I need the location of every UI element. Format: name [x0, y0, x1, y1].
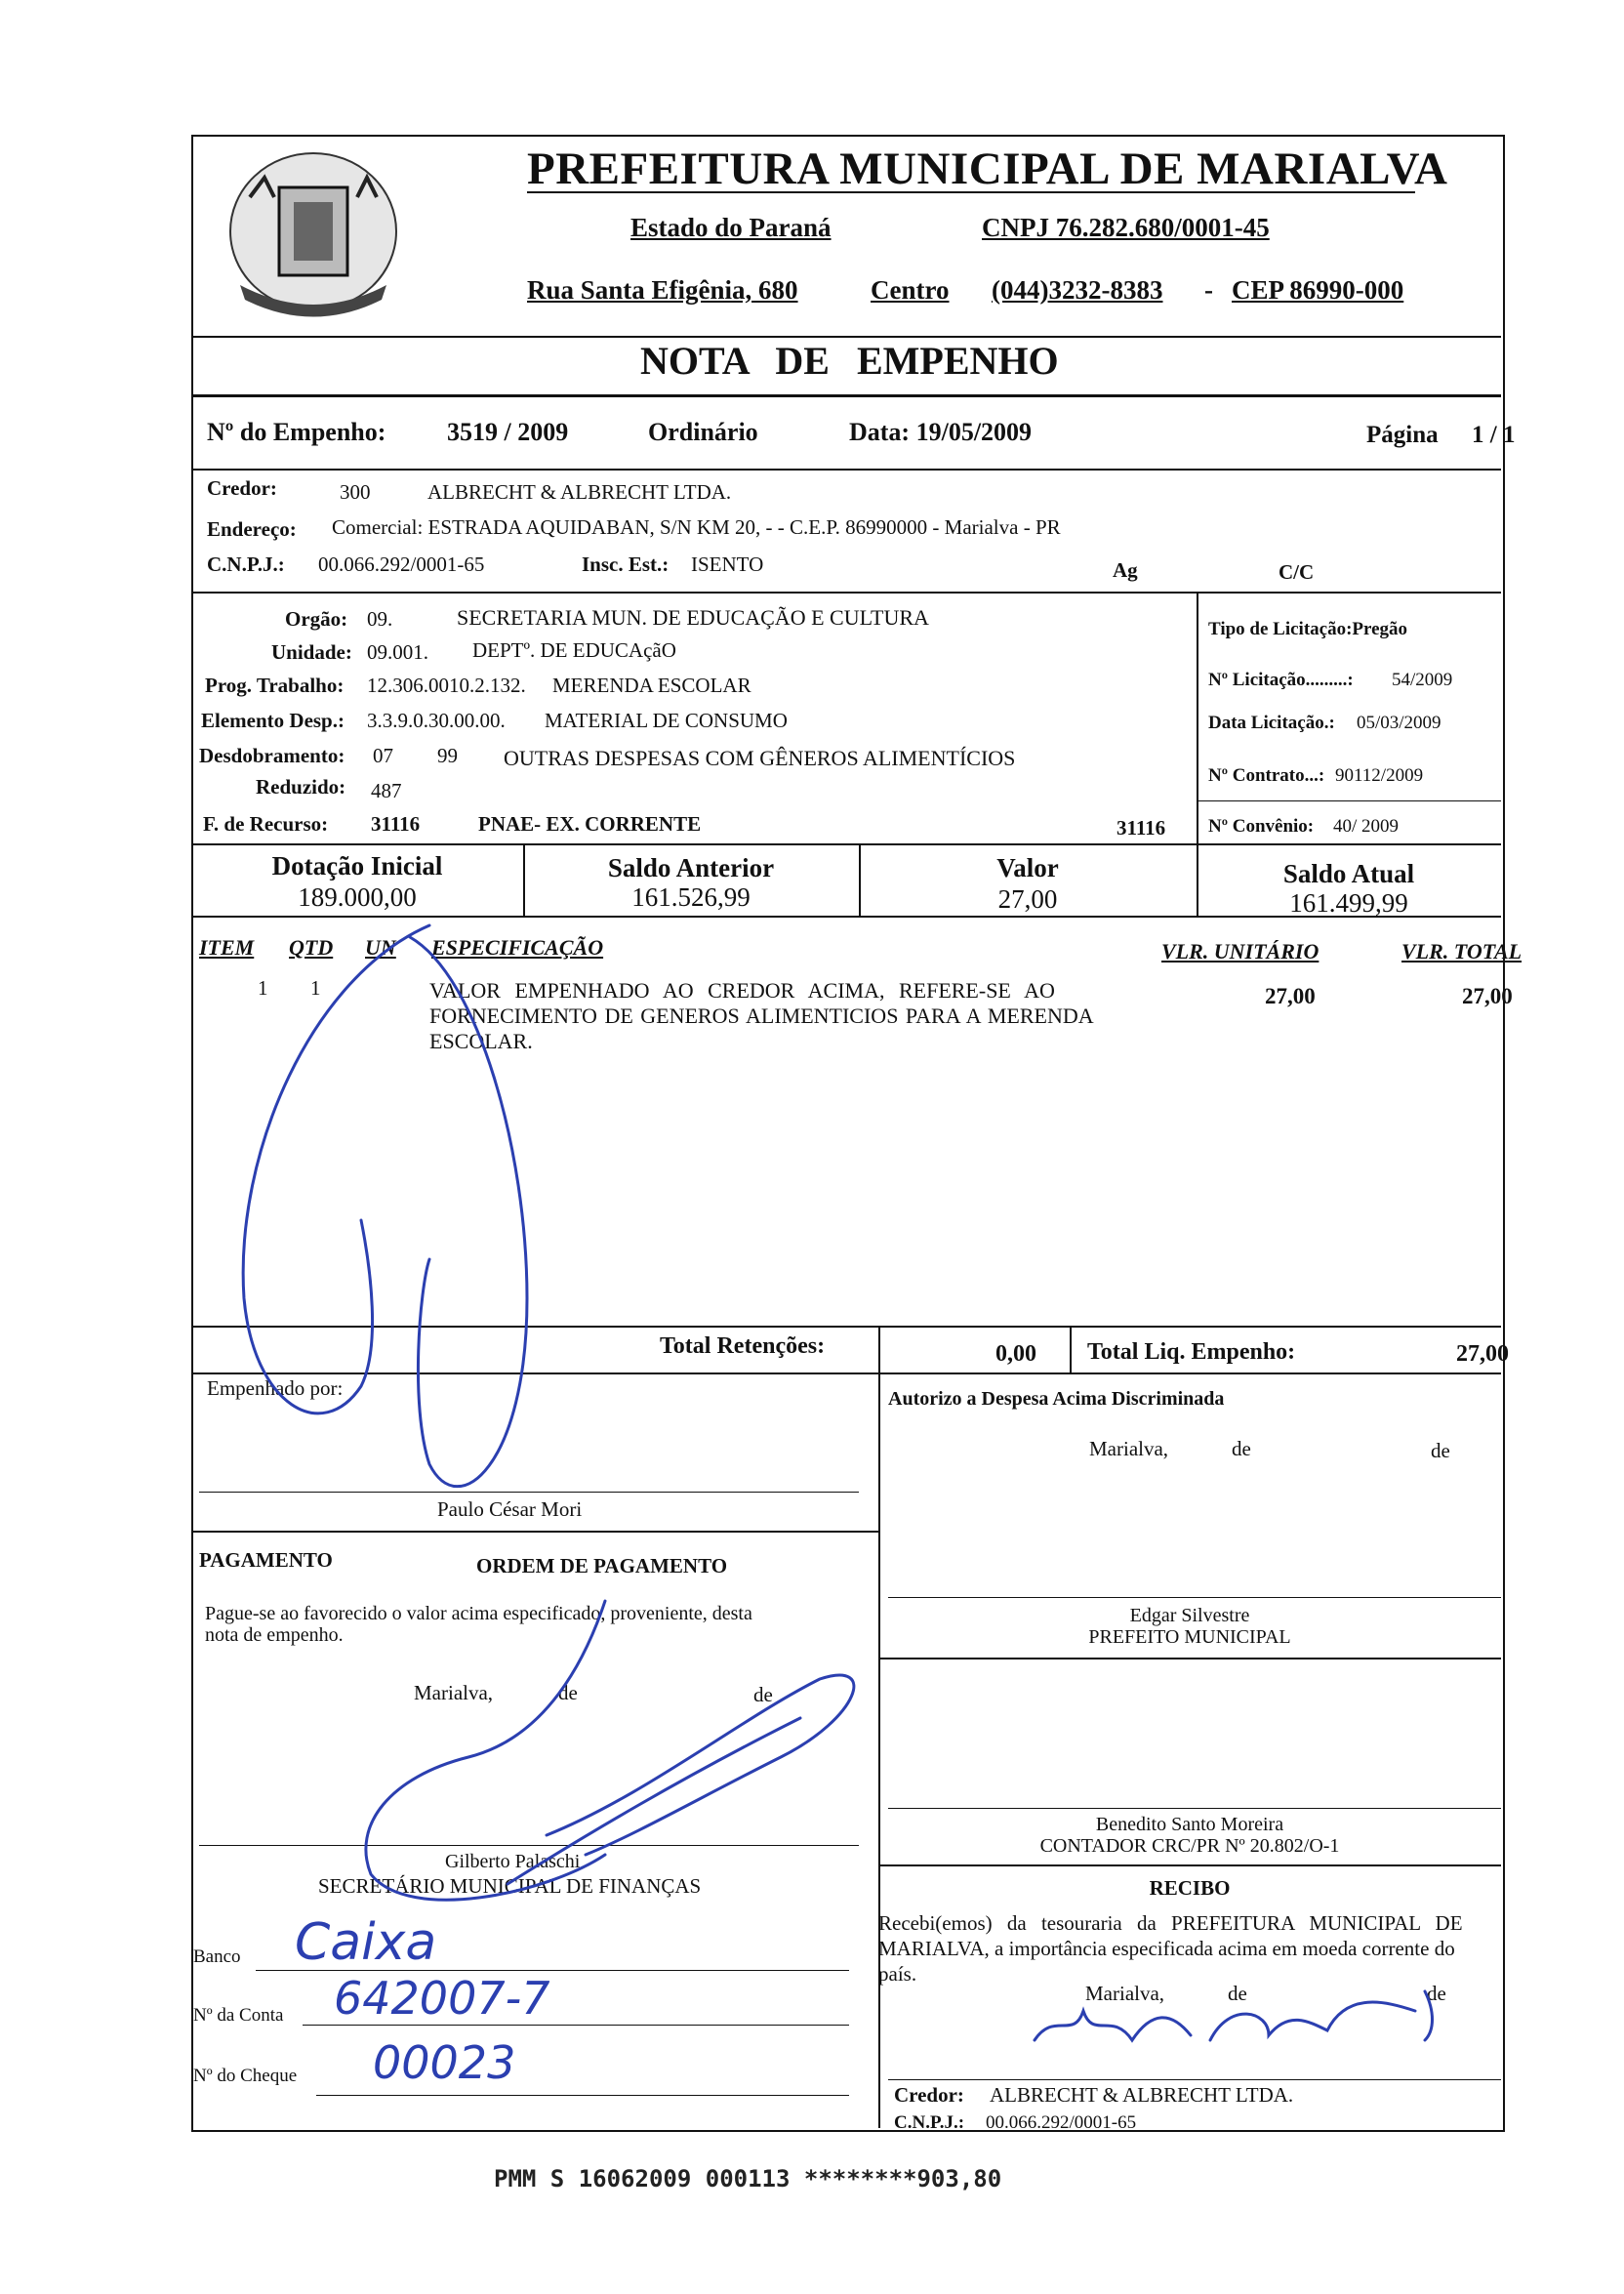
empenho-date: Data: 19/05/2009 — [849, 418, 1033, 446]
header-separator: - — [1204, 275, 1213, 305]
item-spec-line-1: VALOR EMPENHADO AO CREDOR ACIMA, REFERE-SE AO — [429, 978, 1055, 1003]
valor-value: 27,00 — [997, 884, 1058, 914]
banco-label: Banco — [193, 1946, 241, 1967]
licitacao-date: 05/03/2009 — [1357, 713, 1441, 733]
header-cnpj: CNPJ 76.282.680/0001-45 — [982, 213, 1270, 242]
dotacao-label: Dotação Inicial — [271, 851, 443, 881]
liquido-label: Total Liq. Empenho: — [1087, 1339, 1296, 1365]
elemento-label: Elemento Desp.: — [201, 709, 345, 732]
header-phone: (044)3232-8383 — [992, 275, 1163, 305]
autorizo-de-1: de — [1232, 1437, 1251, 1460]
page-label: Página — [1366, 422, 1439, 448]
processing-stamp: PMM S 16062009 000113 ********903,80 — [494, 2165, 1002, 2192]
credor-insc-label: Insc. Est.: — [582, 553, 670, 576]
orgao-label: Orgão: — [285, 607, 348, 631]
elemento-value: MATERIAL DE CONSUMO — [545, 709, 788, 732]
pagamento-title: PAGAMENTO — [199, 1548, 333, 1572]
recibo-text-2: MARIALVA, a importância especificada acima em moeda corrente do — [878, 1937, 1455, 1960]
item-total-value: 27,00 — [1462, 984, 1513, 1008]
desdobramento-value: OUTRAS DESPESAS COM GÊNEROS ALIMENTÍCIOS — [504, 746, 1016, 770]
header-cep: CEP 86990-000 — [1232, 275, 1404, 305]
col-vlr-unitario: VLR. UNITÁRIO — [1161, 939, 1320, 963]
empenhado-label: Empenhado por: — [207, 1376, 344, 1400]
conta-handwritten: 642007-7 — [334, 1972, 550, 2025]
valor-label: Valor — [996, 853, 1059, 882]
convenio-label: Nº Convênio: — [1208, 816, 1315, 837]
saldo-atual-value: 161.499,99 — [1289, 888, 1408, 918]
retencoes-label: Total Retenções: — [660, 1333, 826, 1359]
orgao-value: SECRETARIA MUN. DE EDUCAÇÃO E CULTURA — [457, 605, 929, 630]
conta-label: Nº da Conta — [193, 2005, 284, 2026]
licitacao-type: Tipo de Licitação:Pregão — [1208, 619, 1408, 639]
ordem-title: ORDEM DE PAGAMENTO — [476, 1554, 728, 1577]
unidade-value: DEPTº. DE EDUCAçãO — [472, 638, 676, 662]
credor-label: Credor: — [207, 476, 277, 500]
autorizo-city: Marialva, — [1089, 1437, 1169, 1460]
recurso-code-2: 31116 — [1116, 816, 1166, 840]
contrato-label: Nº Contrato...: — [1208, 765, 1325, 786]
recurso-code: 31116 — [371, 812, 421, 836]
cheque-handwritten: 00023 — [373, 2036, 516, 2089]
pagamento-signer-name: Gilberto Palaschi — [445, 1851, 581, 1872]
header-state: Estado do Paraná — [630, 213, 832, 242]
empenho-number-label: Nº do Empenho: — [207, 418, 386, 446]
pagamento-signer-role: SECRETÁRIO MUNICIPAL DE FINANÇAS — [318, 1874, 702, 1898]
banco-handwritten: Caixa — [295, 1913, 437, 1972]
recibo-de-2: de — [1427, 1982, 1446, 2005]
recibo-text-1: Recebi(emos) da tesouraria da PREFEITURA MUNICIPAL DE — [878, 1911, 1463, 1935]
credor-cc: C/C — [1279, 560, 1315, 584]
page-number: 1 / 1 — [1472, 422, 1516, 448]
credor-cnpj: 00.066.292/0001-65 — [318, 553, 485, 576]
col-vlr-total: VLR. TOTAL — [1401, 939, 1522, 963]
prog-value: MERENDA ESCOLAR — [552, 674, 751, 697]
empenhado-signer: Paulo César Mori — [437, 1497, 583, 1521]
autorizo-title: Autorizo a Despesa Acima Discriminada — [888, 1388, 1225, 1410]
contador-name: Benedito Santo Moreira — [1095, 1814, 1284, 1835]
convenio-number: 40/ 2009 — [1333, 816, 1400, 837]
elemento-code: 3.3.9.0.30.00.00. — [367, 709, 506, 732]
credor-address: Comercial: ESTRADA AQUIDABAN, S/N KM 20, - - C.E.P. 86990000 - Marialva - PR — [332, 515, 1061, 539]
prog-label: Prog. Trabalho: — [205, 674, 345, 697]
unidade-code: 09.001. — [367, 640, 428, 664]
contador-role: CONTADOR CRC/PR Nº 20.802/O-1 — [1039, 1835, 1340, 1857]
licitacao-number: 54/2009 — [1392, 670, 1453, 690]
desdobramento-code2: 99 — [437, 744, 458, 767]
credor-code: 300 — [340, 480, 371, 504]
header-address: Rua Santa Efigênia, 680 — [527, 275, 798, 305]
item-quantity: 1 — [310, 976, 321, 1000]
licitacao-number-label: Nº Licitação.........: — [1208, 670, 1354, 690]
pagamento-de-2: de — [753, 1683, 773, 1706]
pagamento-text-1: Pague-se ao favorecido o valor acima especificado, proveniente, desta — [205, 1603, 752, 1624]
doc-title: NOTA DE EMPENHO — [640, 339, 1059, 383]
orgao-code: 09. — [367, 607, 393, 631]
header-district: Centro — [871, 275, 950, 305]
recibo-credor-label: Credor: — [894, 2083, 964, 2107]
recibo-title: RECIBO — [1149, 1876, 1231, 1900]
credor-ag: Ag — [1113, 558, 1138, 582]
desdobramento-code1: 07 — [373, 744, 393, 767]
recibo-text-3: país. — [878, 1962, 917, 1986]
credor-insc: ISENTO — [691, 553, 764, 576]
pagamento-city: Marialva, — [414, 1681, 494, 1704]
item-number: 1 — [258, 976, 268, 1000]
item-spec-line-2: FORNECIMENTO DE GENEROS ALIMENTICIOS PARA A MERENDA — [429, 1004, 1094, 1028]
cheque-label: Nº do Cheque — [193, 2066, 298, 2086]
desdobramento-label: Desdobramento: — [199, 744, 345, 767]
prefeito-role: PREFEITO MUNICIPAL — [1088, 1626, 1291, 1648]
col-specification: ESPECIFICAÇÃO — [431, 935, 604, 960]
credor-cnpj-label: C.N.P.J.: — [207, 553, 285, 576]
dotacao-value: 189.000,00 — [298, 882, 417, 912]
col-un: UN — [365, 935, 396, 960]
retencoes-value: 0,00 — [995, 1341, 1036, 1367]
item-spec-line-3: ESCOLAR. — [429, 1029, 533, 1053]
autorizo-de-2: de — [1431, 1439, 1450, 1462]
recurso-label: F. de Recurso: — [203, 812, 329, 836]
reduzido-label: Reduzido: — [256, 775, 346, 799]
prefeito-name: Edgar Silvestre — [1129, 1605, 1250, 1626]
reduzido-value: 487 — [371, 779, 402, 802]
recibo-cnpj-label: C.N.P.J.: — [894, 2112, 965, 2133]
liquido-value: 27,00 — [1456, 1341, 1509, 1367]
unidade-label: Unidade: — [271, 640, 352, 664]
pagamento-text-2: nota de empenho. — [205, 1624, 344, 1646]
empenho-type: Ordinário — [648, 418, 758, 446]
recurso-value: PNAE- EX. CORRENTE — [478, 812, 702, 836]
saldo-atual-label: Saldo Atual — [1282, 859, 1415, 888]
item-unit-value: 27,00 — [1265, 984, 1316, 1008]
recibo-city: Marialva, — [1085, 1982, 1165, 2005]
prog-code: 12.306.0010.2.132. — [367, 674, 526, 697]
pagamento-de-1: de — [558, 1681, 578, 1704]
saldo-anterior-value: 161.526,99 — [631, 882, 751, 912]
contrato-number: 90112/2009 — [1335, 765, 1424, 786]
col-qtd: QTD — [289, 935, 334, 960]
licitacao-date-label: Data Licitação.: — [1208, 713, 1335, 733]
empenho-number: 3519 / 2009 — [447, 418, 569, 446]
credor-name: ALBRECHT & ALBRECHT LTDA. — [427, 480, 732, 504]
recibo-de-1: de — [1228, 1982, 1247, 2005]
col-item: ITEM — [199, 935, 255, 960]
header-title: PREFEITURA MUNICIPAL DE MARIALVA — [527, 143, 1448, 194]
credor-address-label: Endereço: — [207, 517, 297, 541]
saldo-anterior-label: Saldo Anterior — [607, 853, 775, 882]
recibo-credor-value: ALBRECHT & ALBRECHT LTDA. — [990, 2083, 1294, 2107]
recibo-cnpj-value: 00.066.292/0001-65 — [986, 2112, 1137, 2133]
